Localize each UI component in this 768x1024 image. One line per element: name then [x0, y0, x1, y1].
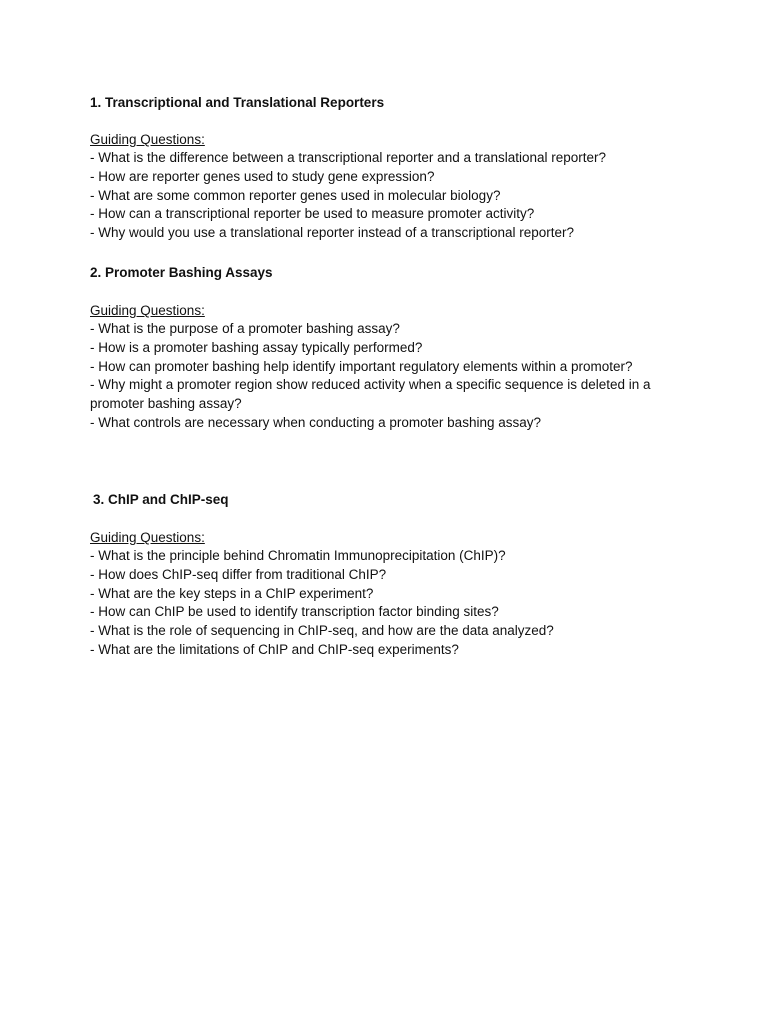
guiding-questions-label: Guiding Questions:	[90, 303, 205, 318]
section-heading: 3. ChIP and ChIP-seq	[93, 492, 229, 507]
guiding-questions-label: Guiding Questions:	[90, 132, 205, 147]
question-item: - Why might a promoter region show reduced activity when a specific sequence is deleted in a promoter bashing assay?	[90, 376, 680, 414]
question-item: - What is the principle behind Chromatin Immunoprecipitation (ChIP)?	[90, 547, 683, 566]
question-item: - How is a promoter bashing assay typically performed?	[90, 339, 680, 358]
question-item: - How can ChIP be used to identify transcription factor binding sites?	[90, 603, 683, 622]
question-item: - What controls are necessary when conducting a promoter bashing assay?	[90, 414, 680, 433]
question-item: - What is the role of sequencing in ChIP-seq, and how are the data analyzed?	[90, 622, 683, 641]
question-item: - How can a transcriptional reporter be used to measure promoter activity?	[90, 205, 680, 224]
section-heading: 1. Transcriptional and Translational Reporters	[90, 95, 385, 110]
question-item: - What are the limitations of ChIP and ChIP-seq experiments?	[90, 641, 683, 660]
question-item: - What are the key steps in a ChIP experiment?	[90, 585, 683, 604]
question-list	[90, 320, 680, 433]
section-chip	[90, 490, 683, 660]
section-heading: 2. Promoter Bashing Assays	[90, 265, 273, 280]
section-reporters	[90, 93, 680, 243]
guiding-questions-label: Guiding Questions:	[90, 530, 205, 545]
section-promoter-bashing	[90, 263, 680, 433]
question-item: - What are some common reporter genes used in molecular biology?	[90, 187, 680, 206]
question-item: - How can promoter bashing help identify important regulatory elements within a promoter?	[90, 358, 680, 377]
question-list	[90, 149, 680, 243]
question-item: - What is the purpose of a promoter bashing assay?	[90, 320, 680, 339]
question-item: - How does ChIP-seq differ from traditional ChIP?	[90, 566, 683, 585]
question-item: - Why would you use a translational reporter instead of a transcriptional reporter?	[90, 224, 680, 243]
question-list	[90, 547, 683, 660]
question-item: - What is the difference between a transcriptional reporter and a translational reporter?	[90, 149, 680, 168]
question-item: - How are reporter genes used to study gene expression?	[90, 168, 680, 187]
